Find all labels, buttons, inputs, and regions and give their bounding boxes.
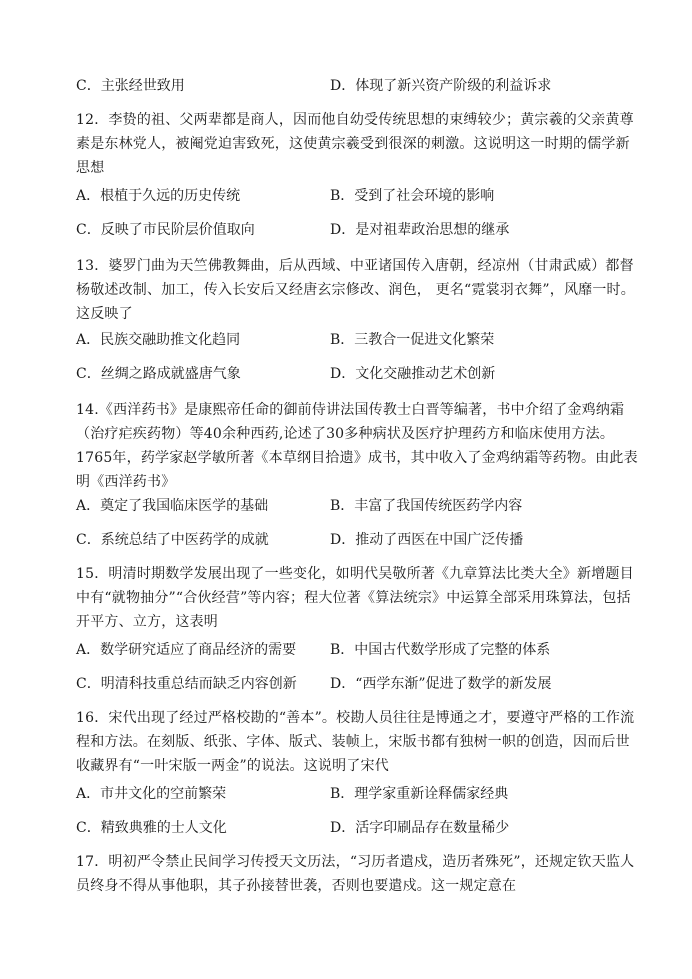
q13-option-b: B．三教合一促进文化繁荣 [330, 332, 495, 348]
q12-option-d: D．是对祖辈政治思想的继承 [330, 222, 510, 238]
q12-option-b: B．受到了社会环境的影响 [330, 188, 495, 204]
q15-option-b: B．中国古代数学形成了完整的体系 [330, 642, 551, 658]
q13-option-d: D．文化交融推动艺术创新 [330, 366, 496, 382]
q15-option-a: A．数学研究适应了商品经济的需要 [76, 642, 297, 658]
q15-stem: 15．明清时期数学发展出现了一些变化，如明代吴敬所著《九章算法比类大全》新增题目中有“就物抽分”“合伙经营”等内容；程大位著《算法统宗》中运算全部采用珠算法，包括开平方、立方，这表明 [76, 566, 634, 630]
q16-option-b: B．理学家重新诠释儒家经典 [330, 786, 509, 802]
q17-stem: 17．明初严令禁止民间学习传授天文历法，“习历者遣戍，造历者殊死”，还规定钦天监人员终身不得从事他职，其子孙接替世袭，否则也要遣戍。这一规定意在 [76, 854, 635, 894]
q13-option-c: C．丝绸之路成就盛唐气象 [76, 366, 241, 382]
q12-option-c: C．反映了市民阶层价值取向 [76, 222, 255, 238]
q11-option-d: D．体现了新兴资产阶级的利益诉求 [330, 78, 552, 94]
q15-option-c: C．明清科技重总结而缺乏内容创新 [76, 676, 297, 692]
q13-option-a: A．民族交融助推文化趋同 [76, 332, 241, 348]
q14-option-a: A．奠定了我国临床医学的基础 [76, 498, 269, 514]
q16-stem: 16．宋代出现了经过严格校勘的“善本”。校勘人员往往是博通之才，要遵守严格的工作流程和方法。在刻版、纸张、字体、版式、装帧上，宋版书都有独树一帜的创造，因而后世收藏界有“一叶宋版一两金”的说法。这说明了宋代 [76, 710, 635, 774]
q16-option-c: C．精致典雅的士人文化 [76, 820, 227, 836]
q14-option-c: C．系统总结了中医药学的成就 [76, 532, 269, 548]
q13-stem: 13．婆罗门曲为天竺佛教舞曲，后从西域、中亚诸国传入唐朝，经凉州（甘肃武威）都督杨敬述改制、加工，传入长安后又经唐玄宗修改、润色， 更名“霓裳羽衣舞”，风靡一时。这反映了 [76, 258, 635, 322]
q14-stem: 14.《西洋药书》是康熙帝任命的御前侍讲法国传教士白晋等编著，书中介绍了金鸡纳霜（治疗疟疾药物）等40余种西药,论述了30多种病状及医疗护理药方和临床使用方法。1765年，药学家赵学敏所著《本草纲目拾遗》成书，其中收入了金鸡纳霜等药物。由此表明《西洋药书》 [76, 402, 638, 490]
q16-option-a: A．市井文化的空前繁荣 [76, 786, 227, 802]
q14-option-b: B．丰富了我国传统医药学内容 [330, 498, 523, 514]
q11-option-c: C．主张经世致用 [76, 78, 185, 94]
q14-option-d: D．推动了西医在中国广泛传播 [330, 532, 524, 548]
q15-option-d: D．“西学东渐”促进了数学的新发展 [330, 676, 552, 692]
q12-option-a: A．根植于久远的历史传统 [76, 188, 241, 204]
q16-option-d: D．活字印刷品存在数量稀少 [330, 820, 510, 836]
q12-stem: 12．李贽的祖、父两辈都是商人，因而他自幼受传统思想的束缚较少；黄宗羲的父亲黄尊素是东林党人，被阉党迫害致死，这使黄宗羲受到很深的刺激。这说明这一时期的儒学新思想 [76, 112, 634, 176]
